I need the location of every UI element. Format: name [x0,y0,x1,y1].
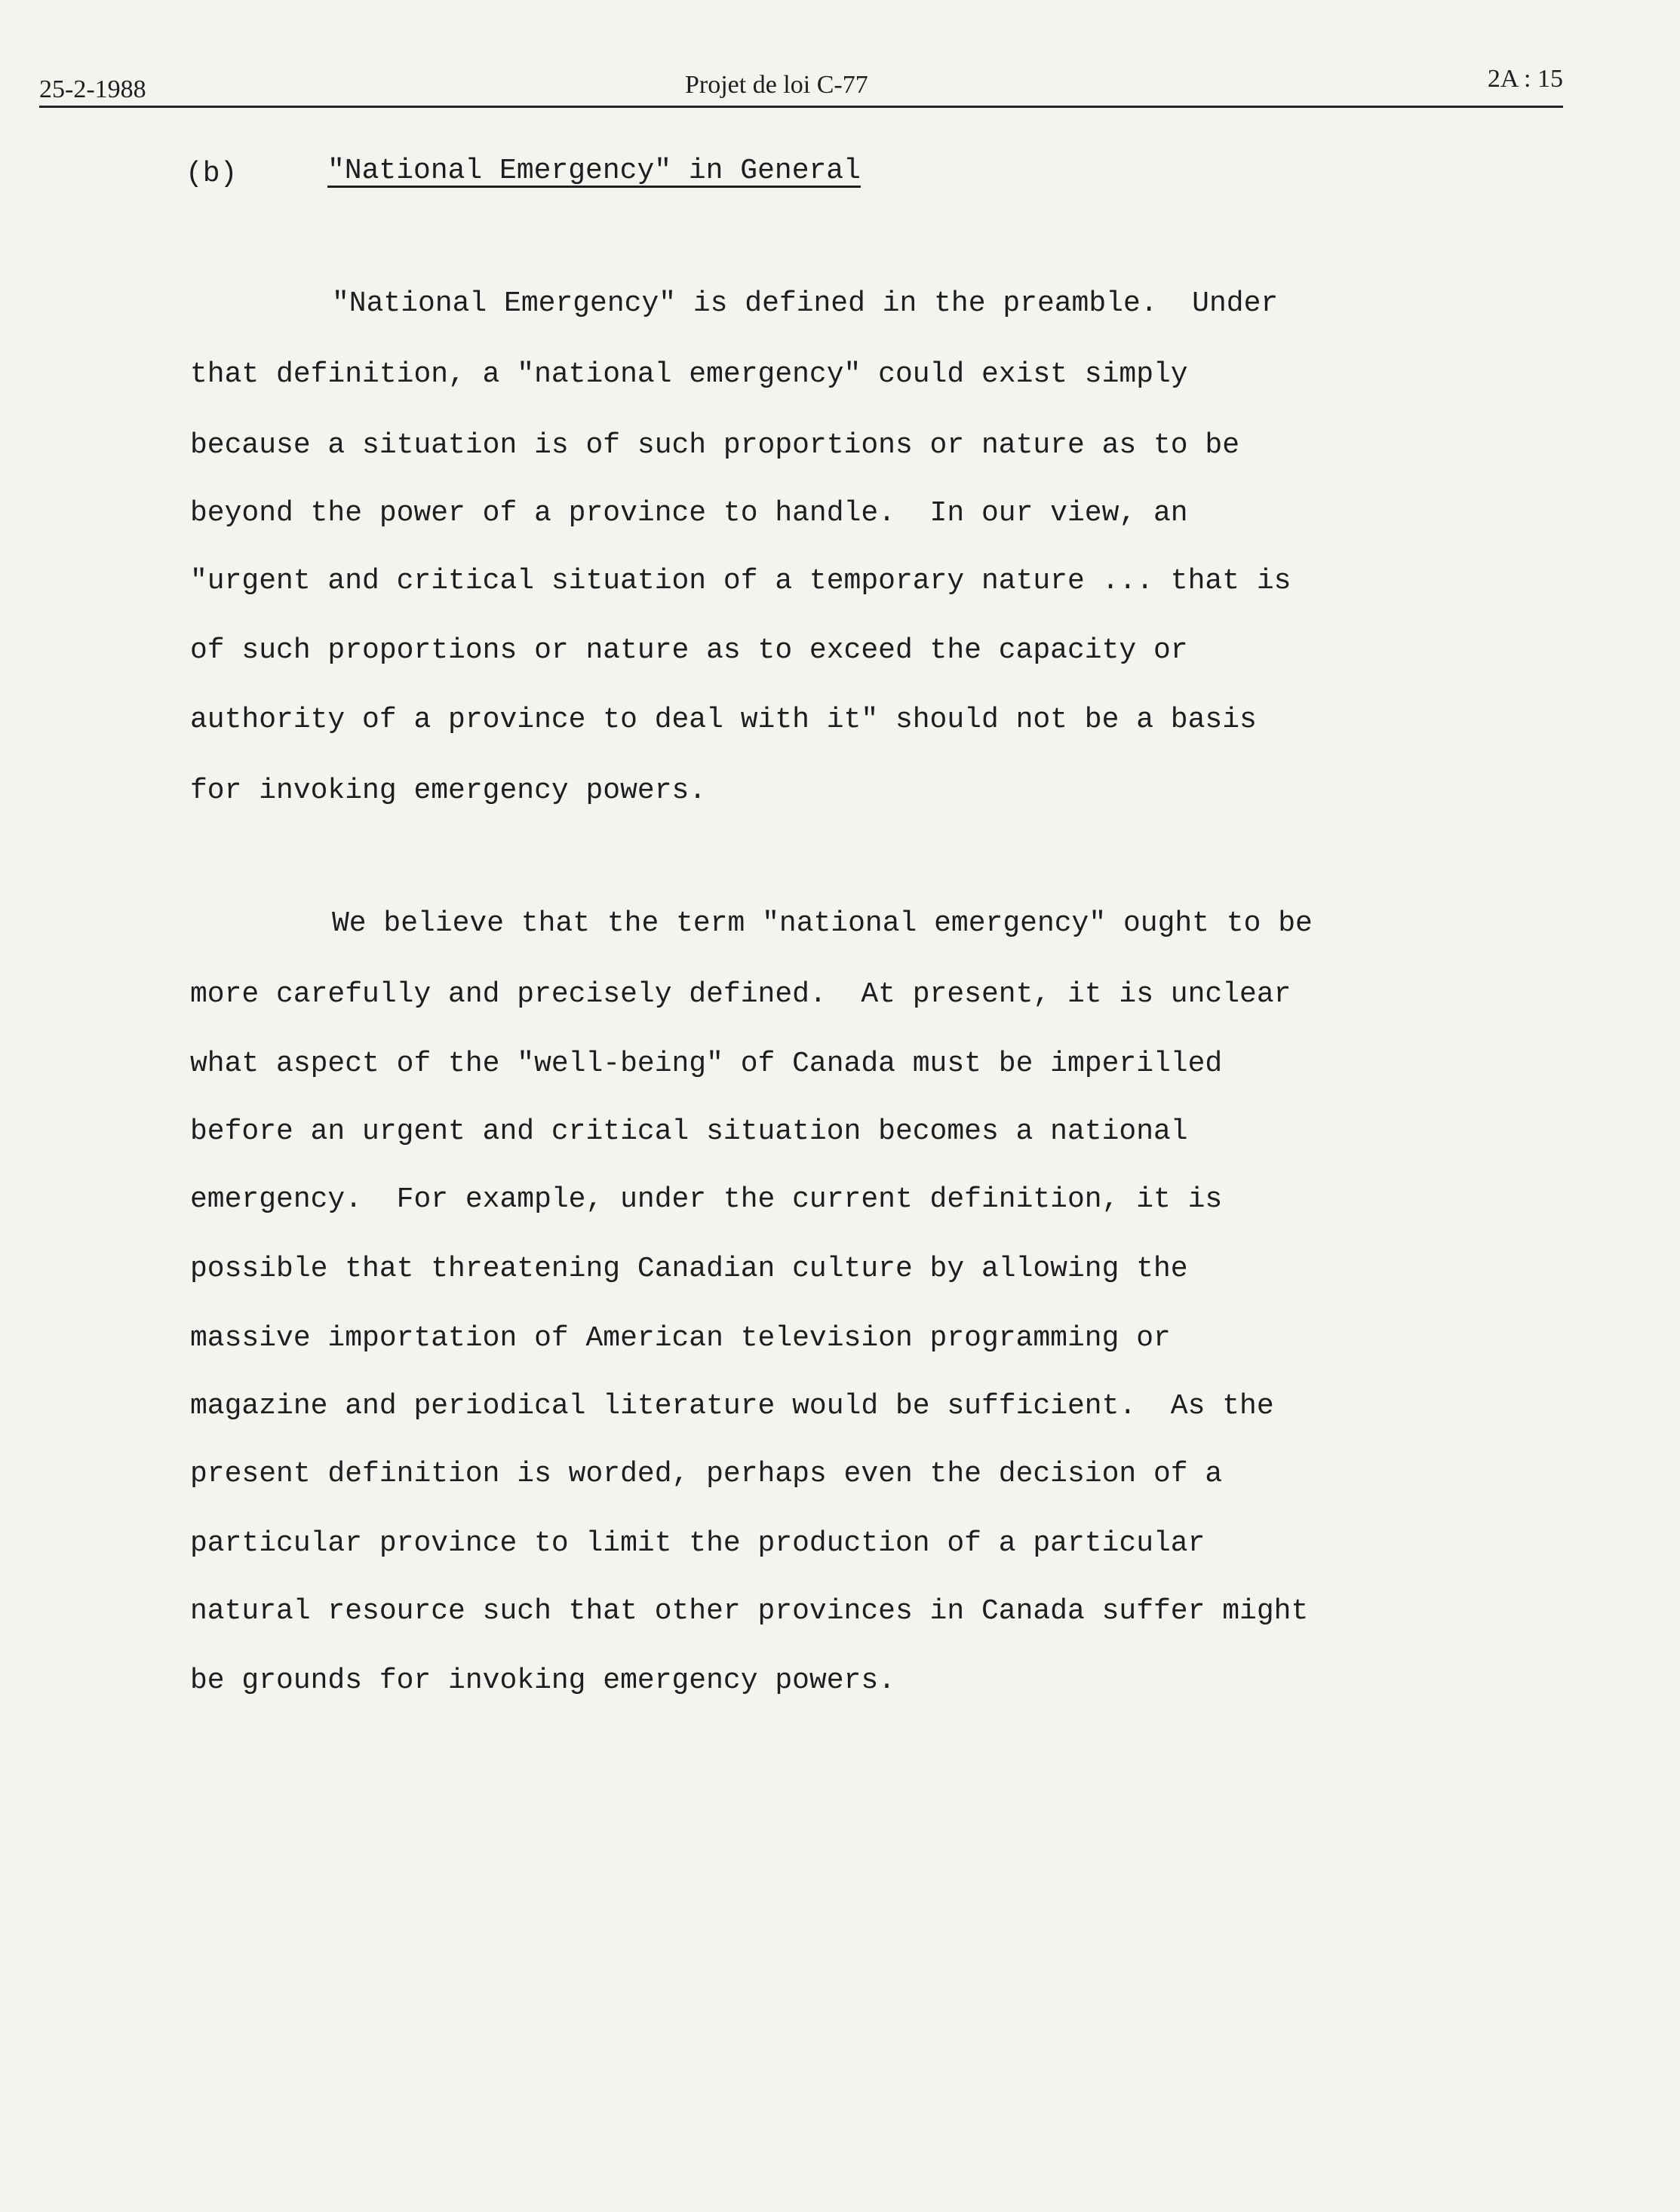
paragraph-line: before an urgent and critical situation becomes a national [190,1115,1188,1148]
paragraph-line: for invoking emergency powers. [190,775,707,807]
section-label: (b) [186,158,238,190]
header-page-number: 2A : 15 [1487,65,1563,93]
page-header [39,65,1563,110]
paragraph-line: possible that threatening Canadian culture by allowing the [190,1253,1188,1285]
section-title: "National Emergency" in General [327,155,861,187]
paragraph-line: because a situation is of such proportions or nature as to be [190,429,1240,462]
paragraph-line: massive importation of American television programming or [190,1322,1171,1355]
header-rule [39,106,1563,108]
paragraph-line: emergency. For example, under the current definition, it is [190,1183,1223,1216]
paragraph-line: We believe that the term "national emergency" ought to be [332,907,1313,940]
paragraph-line: beyond the power of a province to handle. In our view, an [190,497,1188,529]
paragraph-line: "National Emergency" is defined in the preamble. Under [332,287,1279,320]
paragraph-line: natural resource such that other provinces in Canada suffer might [190,1595,1309,1628]
paragraph-line: be grounds for invoking emergency powers. [190,1664,895,1697]
paragraph-line: of such proportions or nature as to exceed the capacity or [190,634,1188,667]
paragraph-line: more carefully and precisely defined. At present, it is unclear [190,978,1291,1011]
paragraph-line: magazine and periodical literature would be sufficient. As the [190,1390,1274,1422]
paragraph-line: present definition is worded, perhaps even the decision of a [190,1458,1223,1490]
paragraph-line: particular province to limit the production of a particular [190,1527,1205,1560]
paragraph-line: that definition, a "national emergency" could exist simply [190,358,1188,391]
paragraph-line: authority of a province to deal with it" should not be a basis [190,704,1257,736]
paragraph-line: what aspect of the "well-being" of Canada must be imperilled [190,1048,1223,1080]
header-title: Projet de loi C-77 [685,71,868,99]
header-date: 25-2-1988 [39,75,146,103]
paragraph-line: "urgent and critical situation of a temporary nature ... that is [190,565,1291,597]
